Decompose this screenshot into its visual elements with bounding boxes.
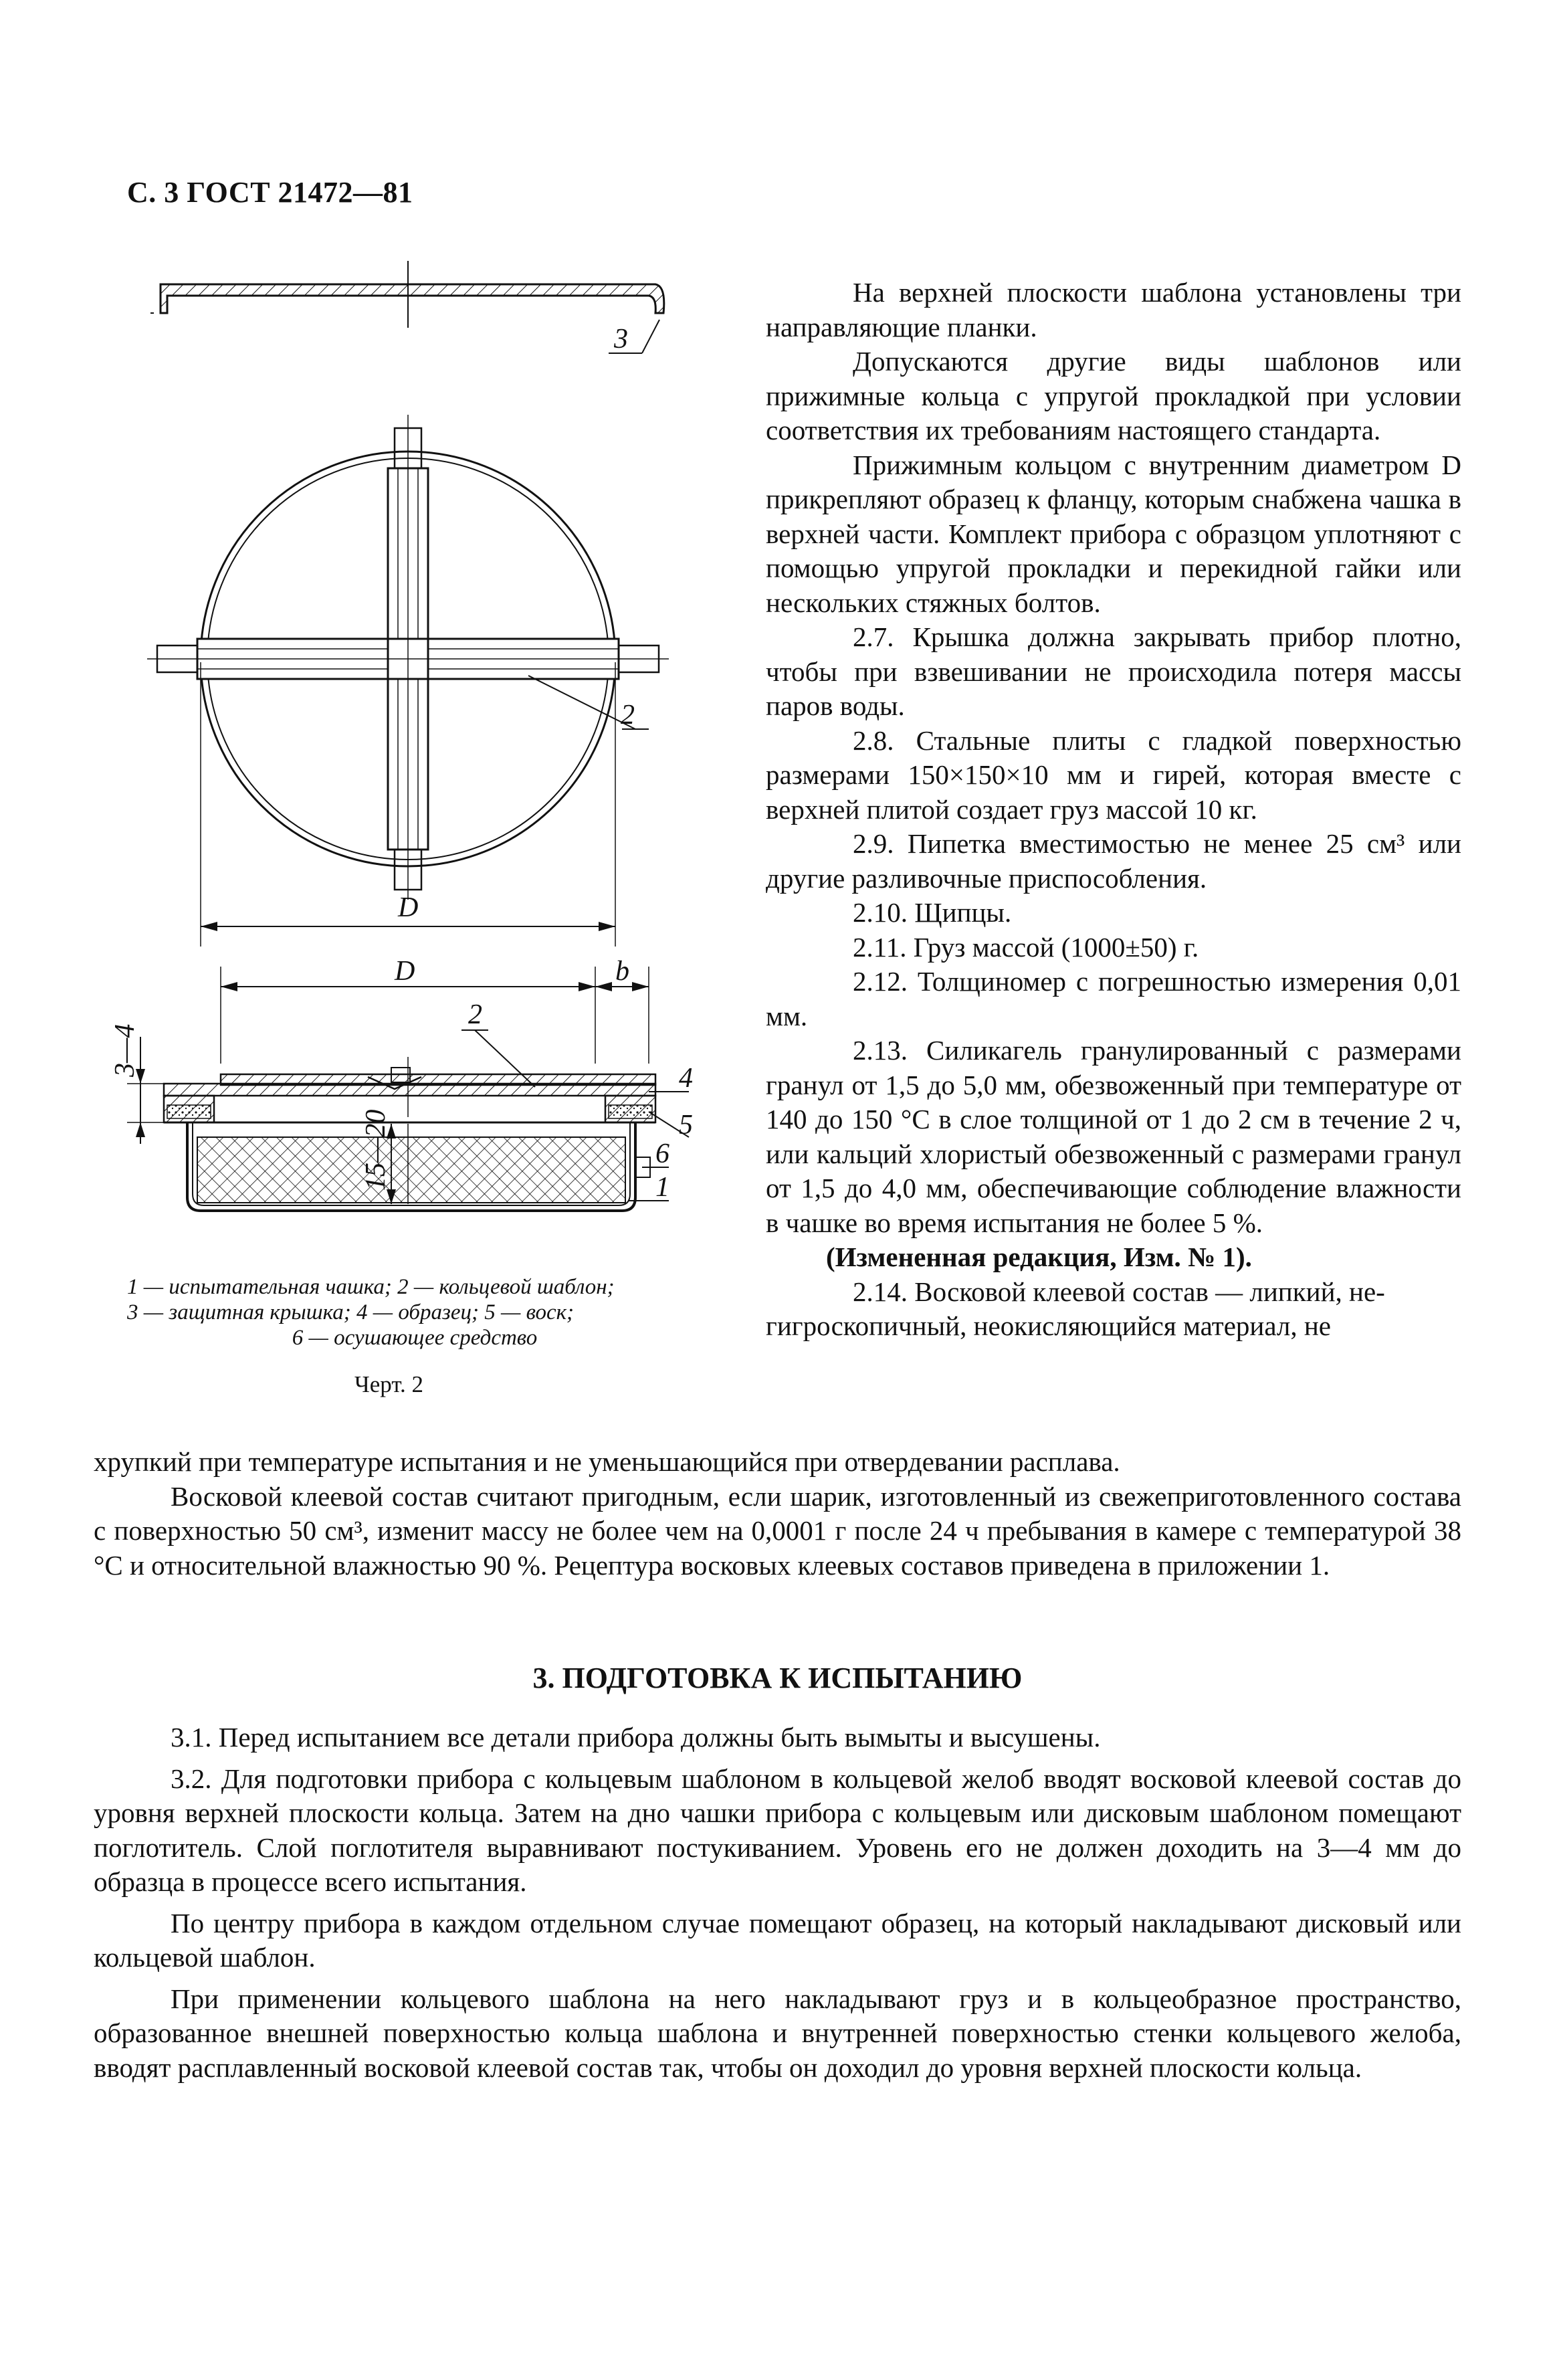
paragraph: Допускаются другие виды шаблонов или прижимные кольца с упругой прокладкой при условии соответствия их требованиям настоящего стандарта. bbox=[766, 346, 1461, 445]
amendment-note: (Измененная редакция, Изм. № 1). bbox=[826, 1242, 1252, 1272]
label-D-plan: D bbox=[398, 892, 419, 923]
figure-drawing bbox=[110, 247, 756, 1431]
paragraph: Восковой клеевой состав считают пригодным, если шарик, изготовленный из свежеприготовленного состава с поверхностью 50 см³, изменит массу не более чем на 0,0001 г после 24 ч пребывания в камере с температурой 38 °С и относительной влажностью 90 %. Рецептура восковых клеевых составов приведена в приложении 1. bbox=[94, 1480, 1461, 1581]
section-3-body bbox=[94, 1720, 1461, 2092]
paragraph: 2.10. Щипцы. bbox=[853, 897, 1012, 928]
paragraph: 2.8. Стальные плиты с гладкой поверхностью размерами 150×150×10 мм и гирей, которая вместе с верхней плитой создает груз массой 10 кг. bbox=[766, 724, 1461, 825]
section-3-title: 3. ПОДГОТОВКА К ИСПЫТАНИЮ bbox=[532, 1662, 1023, 1694]
paragraph: На верхней плоскости шаблона установлены три направляющие планки. bbox=[766, 277, 1461, 342]
figure-title: Черт. 2 bbox=[354, 1371, 423, 1397]
paragraph: По центру прибора в каждом отдельном случае помещают образец, на который накладывают дисковый или кольцевой шаблон. bbox=[94, 1907, 1461, 1973]
label-3-4: 3—4 bbox=[110, 1023, 140, 1077]
label-4: 4 bbox=[679, 1063, 693, 1094]
label-b: b bbox=[615, 956, 629, 987]
page-header: С. 3 ГОСТ 21472—81 bbox=[127, 176, 413, 209]
paragraph: 2.12. Толщиномер с погрешностью измерения 0,01 мм. bbox=[766, 966, 1461, 1031]
plan-view bbox=[147, 415, 669, 947]
paragraph: При применении кольцевого шаблона на него накладывают груз и в кольцеобразное пространство, образованное внешней поверхностью кольца шаблона и внутренней поверхностью стенки кольцевого желоба, вводят расплавленный восковой клеевой состав так, чтобы он доходил до уровня верхней плоскости кольца. bbox=[94, 1983, 1461, 2083]
label-1: 1 bbox=[655, 1172, 669, 1203]
technical-drawing bbox=[110, 247, 756, 1271]
caption-line-3: 6 — осушающее средство bbox=[292, 1326, 538, 1350]
paragraph: 2.7. Крышка должна закрывать прибор плотно, чтобы при взвешивании не происходила потеря массы паров воды. bbox=[766, 621, 1461, 721]
paragraph: 3.1. Перед испытанием все детали прибора должны быть вымыты и высушены. bbox=[171, 1722, 1101, 1753]
label-5: 5 bbox=[679, 1110, 693, 1141]
full-width-text bbox=[94, 1445, 1461, 1583]
caption-line-2: 3 — защитная крышка; 4 — образец; 5 — воск; bbox=[127, 1300, 575, 1324]
section-view bbox=[110, 956, 693, 1211]
paragraph: хрупкий при температуре испытания и не уменьшающийся при отвердевании расплава. bbox=[94, 1446, 1120, 1477]
paragraph-2-14-start: 2.14. Восковой клеевой состав — липкий, не- bbox=[853, 1276, 1385, 1307]
label-D-section: D bbox=[395, 956, 415, 987]
paragraph: 2.11. Груз массой (1000±50) г. bbox=[853, 931, 1199, 963]
right-column-text bbox=[766, 276, 1461, 1344]
label-15-20: 15—20 bbox=[360, 1109, 391, 1191]
caption-line-1: 1 — испытательная чашка; 2 — кольцевой шаблон; bbox=[127, 1275, 615, 1299]
paragraph: 2.9. Пипетка вместимостью не менее 25 см³ или другие разливочные приспособления. bbox=[766, 828, 1461, 894]
cover-section bbox=[150, 261, 664, 355]
paragraph: 3.2. Для подготовки прибора с кольцевым шаблоном в кольцевой желоб вводят восковой клеевой состав до уровня верхней плоскости кольца. Затем на дно чашки прибора с кольцевым или дисковым шаблоном помещают поглотитель. Слой поглотителя выравнивают постукиванием. Уровень его не должен доходить на 3—4 мм до образца в процессе всего испытания. bbox=[94, 1763, 1461, 1897]
paragraph-2-14-line2: гигроскопичный, неокисляющийся материал, не bbox=[766, 1310, 1331, 1341]
label-6: 6 bbox=[655, 1138, 669, 1169]
label-3: 3 bbox=[614, 324, 628, 355]
figure-caption bbox=[127, 1274, 702, 1351]
label-2-section: 2 bbox=[468, 999, 482, 1030]
label-2-plan: 2 bbox=[621, 700, 635, 730]
paragraph: 2.13. Силикагель гранулированный с размерами гранул от 1,5 до 5,0 мм, обезвоженный при температуре от 140 до 150 °С в слое толщиной от 1 до 2 см в течение 2 ч, или кальций хлористый обезвоженный с размерами гранул от 1,5 до 4,0 мм, обеспечивающие соблюдение влажности в чашке во время испытания не более 5 %. bbox=[766, 1035, 1461, 1238]
paragraph: Прижимным кольцом с внутренним диаметром D прикрепляют образец к фланцу, которым снабжена чашка в верхней части. Комплект прибора с образцом уплотняют с помощью упругой прокладки и перекидной гайки или нескольких стяжных болтов. bbox=[766, 449, 1461, 618]
